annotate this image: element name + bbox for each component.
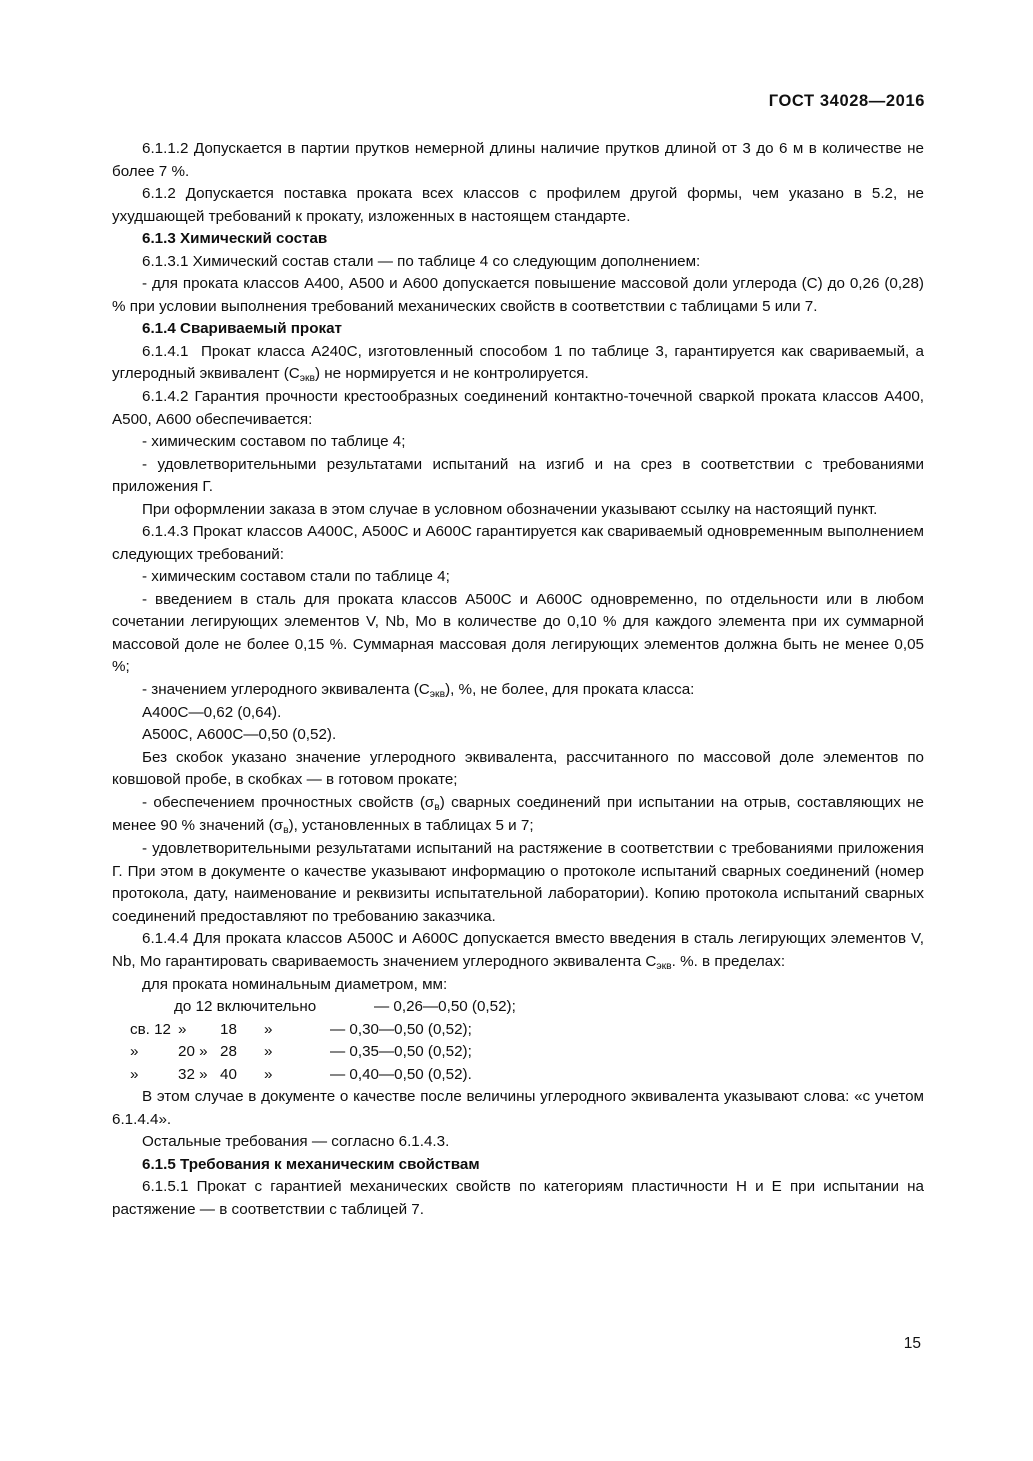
p-other-req: Остальные требования — согласно 6.1.4.3. xyxy=(142,1133,450,1151)
p-dash-strength: - обеспечением прочностных свойств $(\sigma_в)$ сварных соединений при испытании на отрыв, составляющих не менее 90 % значений $(\sigma_в)$, установленных в таблицах 5 и 7; xyxy=(112,793,924,836)
h-6-1-4: 6.1.4 Свариваемый прокат xyxy=(142,320,342,337)
p-dash-alloy: - введением в сталь для проката классов А500С и А600С одновременно, по отдельности или в любом сочетании легирующих элементов V, Nb, Мо в количестве до 0,10 % для каждого элемента при их суммарной массовой доле не более 0,15 %. Суммарная массовая доля легирующих элементов должна быть не менее 0,05 %; xyxy=(112,590,924,676)
p-dash-ceq: - значением углеродного эквивалента $(С_{экв})$, %, не более, для проката класса: xyxy=(142,680,695,700)
p-dash-bend: - удовлетворительными результатами испытаний на изгиб и на срез в соответствии с требованиями приложения Г. xyxy=(112,455,924,496)
p-diameter-intro: для проката номинальным диаметром, мм: xyxy=(142,975,448,993)
page-header-standard: ГОСТ 34028—2016 xyxy=(768,92,925,110)
h-6-1-5: 6.1.5 Требования к механическим свойствам xyxy=(142,1155,480,1173)
p-6-1-2: 6.1.2 Допускается поставка проката всех классов с профилем другой формы, чем указано в 5.2, не ухудшающей требований к прокату, изложенных в настоящем стандарте. xyxy=(112,185,924,225)
body-paragraphs xyxy=(112,138,924,996)
p-6-1-4-3: 6.1.4.3 Прокат классов А400С, А500С и А600С гарантируется как свариваемый одновременным выполнением следующих требований: xyxy=(112,523,924,563)
p-order: При оформлении заказа в этом случае в условном обозначении указывают ссылку на настоящий пункт. xyxy=(142,500,878,518)
document-body xyxy=(112,138,924,1221)
body-paragraphs-tail xyxy=(112,1086,924,1221)
p-a400c: А400С—0,62 (0,64). xyxy=(142,703,282,721)
p-6-1-3-1-dash: - для проката классов А400, А500 и А600 допускается повышение массовой доли углерода (С) до 0,26 (0,28) % при условии выполнения требований механических свойств в соответствии с таблицами 5 или 7. xyxy=(112,275,924,315)
p-6-1-4-1: 6.1.4.1 Прокат класса А240С, изготовленный способом 1 по таблице 3, гарантируется как свариваемый, а углеродный эквивалент $(С_{экв})$ не нормируется и не контролируется. xyxy=(112,342,924,384)
p-dash-chem-4: - химическим составом по таблице 4; xyxy=(142,433,406,451)
h-6-1-3: 6.1.3 Химический состав xyxy=(142,230,328,247)
carbon-equivalent-row: св. 12 » 18 » — 0,30—0,50 (0,52); xyxy=(130,1020,472,1038)
carbon-equivalent-table xyxy=(112,996,924,1086)
p-6-1-4-4: 6.1.4.4 Для проката классов А500С и А600С допускается вместо введения в сталь легирующих элементов V, Nb, Мо гарантировать свариваемость значением углеродного эквивалента $С_{экв}$. %. в пределах: xyxy=(112,930,924,972)
p-brackets: Без скобок указано значение углеродного эквивалента, рассчитанного по массовой доле элементов по ковшовой пробе, в скобках — в готовом прокате; xyxy=(112,748,924,789)
p-dash-tensile: - удовлетворительными результатами испытаний на растяжение в соответствии с требованиями приложения Г. При этом в документе о качестве указывают информацию о протоколе испытаний сварных соединений (номер протокола, дату, наименование и реквизиты испытательной лаборатории). Копию протокола испытаний сварных соединений предоставляют по требованию заказчика. xyxy=(112,840,924,925)
carbon-equivalent-row: до 12 включительно — 0,26—0,50 (0,52); xyxy=(174,998,516,1016)
page-number: 15 xyxy=(903,1335,921,1352)
p-6-1-4-2: 6.1.4.2 Гарантия прочности крестообразных соединений контактно-точечной сваркой проката классов А400, А500, А600 обеспечивается: xyxy=(112,388,924,428)
p-6-1-1-2: 6.1.1.2 Допускается в партии прутков немерной длины наличие прутков длиной от 3 до 6 м в количестве не более 7 %. xyxy=(112,140,924,180)
carbon-equivalent-row: » 20 » 28 » — 0,35—0,50 (0,52); xyxy=(130,1043,472,1061)
carbon-equivalent-row: » 32 » 40 » — 0,40—0,50 (0,52). xyxy=(130,1065,472,1083)
p-6-1-3-1: 6.1.3.1 Химический состав стали — по таблице 4 со следующим дополнением: xyxy=(142,252,701,270)
p-6-1-5-1: 6.1.5.1 Прокат с гарантией механических свойств по категориям пластичности Н и Е при испытании на растяжение — в соответствии с таблицей 7. xyxy=(112,1178,924,1218)
p-dash-chem-steel: - химическим составом стали по таблице 4; xyxy=(142,568,450,586)
p-a500c: А500С, А600С—0,50 (0,52). xyxy=(142,726,337,744)
p-quality-doc: В этом случае в документе о качестве после величины углеродного эквивалента указывают слова: «с учетом 6.1.4.4». xyxy=(112,1088,924,1128)
